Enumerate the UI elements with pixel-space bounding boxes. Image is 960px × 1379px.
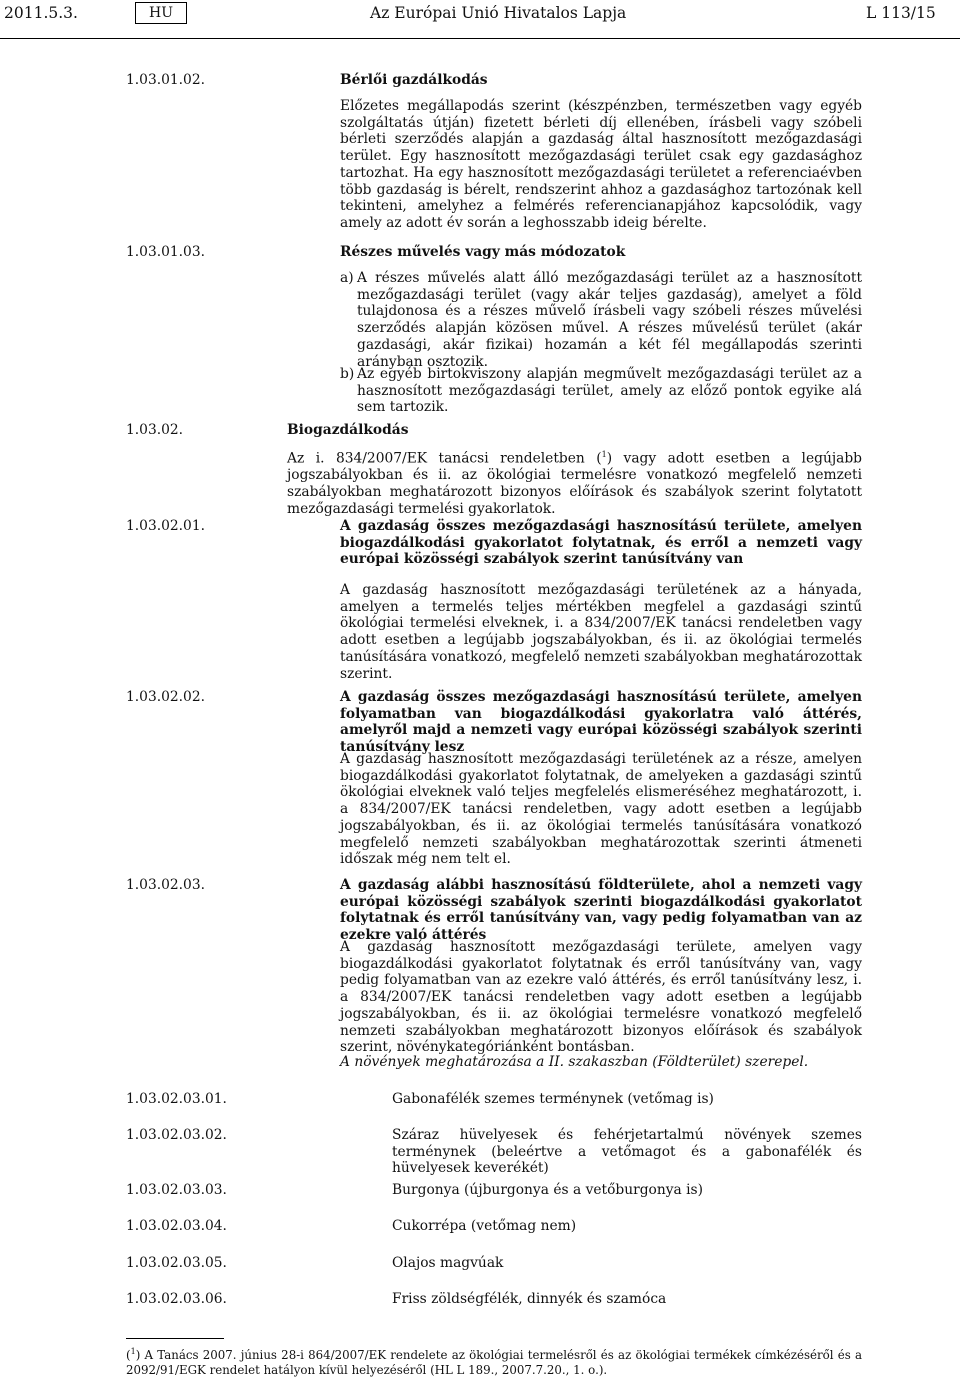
- section-text: A gazdaság hasznosított mezőgazdasági területének az a része, amelyen biogazdálkodási gyakorlatot folytatnak, de amelyeken a gazdasági szintű ökológiai elveknek való teljes megfelelés elismeréséhez meghatározott, i. a 834/2007/EK tanácsi rendeletben, vagy adott esetben a legújabb jogszabályokban, és ii. az ökológiai termelés tanúsítására vonatkozó megfelelő nemzeti szabályokban meghatározottak szerinti átmeneti időszak még nem telt el.: [340, 751, 862, 868]
- section-note: A növények meghatározása a II. szakaszban (Földterület) szerepel.: [340, 1054, 809, 1070]
- section-number: 1.03.02.02.: [126, 689, 205, 705]
- item-number: 1.03.02.03.03.: [126, 1182, 227, 1198]
- language-badge: HU: [135, 2, 187, 24]
- section-text: A gazdaság hasznosított mezőgazdasági területének az a hányada, amelyen a termelés teljes mértékben megfelel a gazdasági szintű ökológiai termelési elveknek, i. a 834/2007/EK tanácsi rendeletben vagy adott esetben a legújabb jogszabályokban, és ii. az ökológiai termelés tanúsítására vonatkozó, megfelelő nemzeti szabályokban meghatározottak szerint.: [340, 582, 862, 682]
- item-text: Gabonafélék szemes terménynek (vetőmag is): [392, 1091, 714, 1107]
- section-title: A gazdaság alábbi hasznosítású földterülete, ahol a nemzeti vagy európai közösségi szabályok szerinti biogazdálkodási gyakorlatot folytatnak és erről tanúsítvány van, vagy pedig folyamatban van az ezekre való áttérés: [340, 877, 862, 944]
- section-text: Az egyéb birtokviszony alapján megművelt mezőgazdasági terület az a hasznosított mezőgazdasági terület, amely az előző pontok egyike alá sem tartozik.: [357, 366, 862, 416]
- footnote-mark: 1: [130, 1347, 136, 1356]
- item-number: 1.03.02.03.05.: [126, 1255, 227, 1271]
- section-title: Bérlői gazdálkodás: [340, 72, 488, 88]
- item-text: Friss zöldségfélék, dinnyék és szamóca: [392, 1291, 667, 1307]
- item-number: 1.03.02.03.02.: [126, 1127, 227, 1143]
- item-text: Olajos magvúak: [392, 1255, 504, 1271]
- page-number: L 113/15: [866, 4, 936, 22]
- section-text: Az i. 834/2007/EK tanácsi rendeletben ($^1$) vagy adott esetben a legújabb jogszabályokban és ii. az ökológiai termelésre vonatkozó megfelelő nemzeti szabályokban meghatározott bizonyos előírások és szabályok szerint folytatott mezőgazdasági termelési gyakorlatok.: [287, 450, 862, 517]
- item-number: 1.03.02.03.06.: [126, 1291, 227, 1307]
- list-label: a): [340, 270, 354, 286]
- item-text: Száraz hüvelyesek és fehérjetartalmú növények szemes terménynek (beleértve a vetőmagot és a gabonafélék és hüvelyesek keverékét): [392, 1127, 862, 1177]
- section-text: A részes művelés alatt álló mezőgazdasági terület az a hasznosított mezőgazdasági terület (vagy akár teljes gazdaság), amelyet a föld tulajdonosa és a részes művelő írásbeli vagy szóbeli részes művelési szerződés alapján közösen művel. A részes művelésű terület (akár gazdasági, akár fizikai) hozamán a két fél megállapodás szerinti arányban osztozik.: [357, 270, 862, 370]
- footnote-divider: [126, 1338, 224, 1339]
- section-text: A gazdaság hasznosított mezőgazdasági területe, amelyen vagy biogazdálkodási gyakorlatot folytatnak és erről tanúsítvány van, vagy pedig folyamatban van az ezekre való áttérés, és erről tanúsítvány lesz, i. a 834/2007/EK tanácsi rendeletben vagy adott esetben a legújabb jogszabályokban, és ii. az ökológiai termelésre vonatkozó megfelelő nemzeti szabályokban meghatározott bizonyos előírások és szabályok szerint, növénykategóriánként bontásban.: [340, 939, 862, 1056]
- header-divider: [0, 38, 960, 39]
- section-number: 1.03.02.: [126, 422, 184, 438]
- journal-title: Az Európai Unió Hivatalos Lapja: [370, 4, 627, 22]
- section-number: 1.03.02.03.: [126, 877, 205, 893]
- section-title: A gazdaság összes mezőgazdasági hasznosítású területe, amelyen folyamatban van biogazdálkodási gyakorlatra való áttérés, amelyről majd a nemzeti vagy európai közösségi szabályok szerinti tanúsítvány lesz: [340, 689, 862, 756]
- section-title: Részes művelés vagy más módozatok: [340, 244, 626, 260]
- list-label: b): [340, 366, 355, 382]
- footnote-ref: 1: [601, 450, 607, 459]
- header-date: 2011.5.3.: [4, 4, 78, 22]
- item-text: Burgonya (újburgonya és a vetőburgonya is): [392, 1182, 704, 1198]
- section-title: A gazdaság összes mezőgazdasági hasznosítású területe, amelyen biogazdálkodási gyakorlatot folytatnak, és erről a nemzeti vagy európai közösségi szabályok szerint tanúsítvány van: [340, 518, 862, 568]
- item-number: 1.03.02.03.04.: [126, 1218, 227, 1234]
- item-text: Cukorrépa (vetőmag nem): [392, 1218, 577, 1234]
- section-number: 1.03.01.03.: [126, 244, 205, 260]
- section-text: Előzetes megállapodás szerint (készpénzben, természetben vagy egyéb szolgáltatás útján) fizetett bérleti díj ellenében, írásbeli vagy szóbeli bérleti szerződés alapján a gazdaság által hasznosított mezőgazdasági terület. Egy hasznosított mezőgazdasági terület csak egy gazdasághoz tartozhat. Ha egy hasznosított mezőgazdasági területet a referenciaévben több gazdaság is bérelt, rendszerint ahhoz a gazdasághoz tartozónak kell tekinteni, amelyhez a felmérés referencianapjához kapcsolódik, vagy amely az adott év során a leghosszabb ideig bérelte.: [340, 98, 862, 231]
- section-title: Biogazdálkodás: [287, 422, 409, 438]
- section-number: 1.03.02.01.: [126, 518, 205, 534]
- footnote: ($^1$) A Tanács 2007. június 28-i 864/2007/EK rendelete az ökológiai termelésről és az ökológiai termékek címkézéséről és a 2092/91/EGK rendelet hatályon kívül helyezéséről (HL L 189., 2007.7.20., 1. o.).: [126, 1347, 862, 1377]
- item-number: 1.03.02.03.01.: [126, 1091, 227, 1107]
- section-number: 1.03.01.02.: [126, 72, 205, 88]
